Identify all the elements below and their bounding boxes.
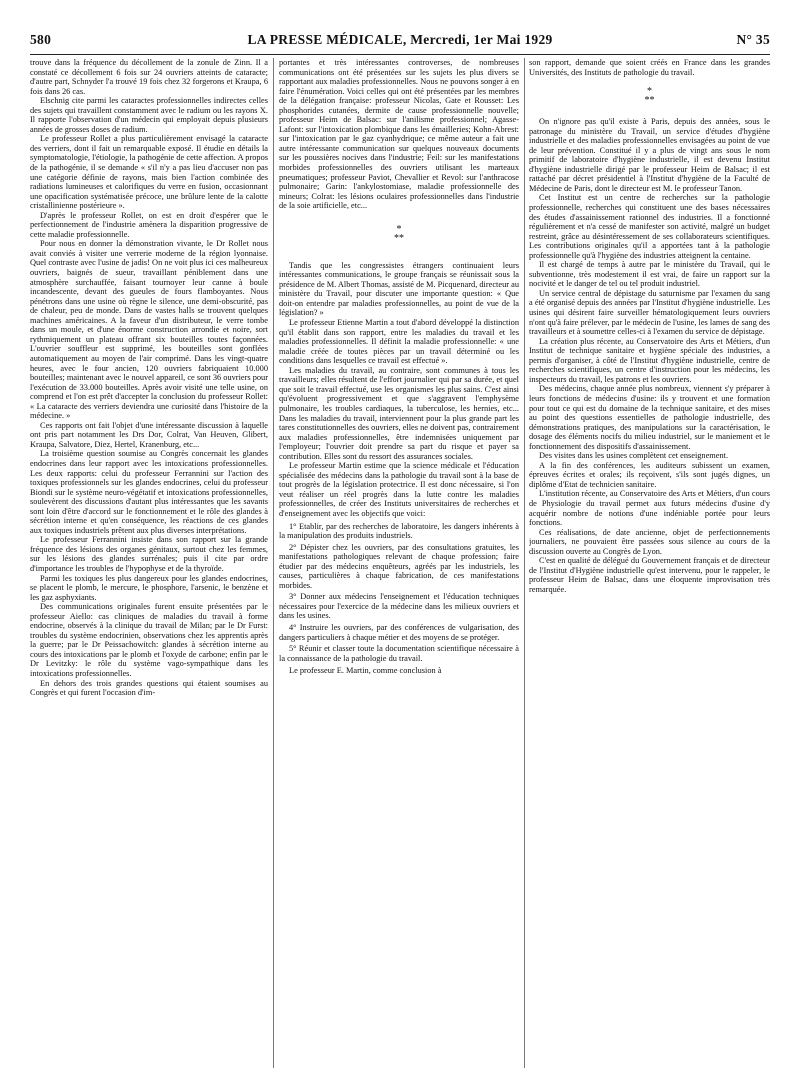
paragraph: Le professeur Rollet a plus particulièrement envisagé la cataracte des verriers, dont il fait un remarquable exposé. Il étudie en détails la symptomatologie, l'étiologie, la pathogénie de cette affection. A propos de la pathogénie, il se demande « s'il n'y a pas lieu d'accuser non pas une catégorie définie de rayons, mais bien l'action combinée des radiations lumineuses et calorifiques du verre en fusion, occasionnant une opacification systématisée précoce, une brûlure lente de la calotte cristallinienne postérieure ». (30, 134, 268, 211)
paragraph: Le professeur E. Martin, comme conclusion à (289, 666, 442, 676)
list-item: 1° Etablir, par des recherches de laboratoire, les dangers inhérents à la manipulation des produits industriels. (279, 521, 519, 541)
paragraph: Un service central de dépistage du saturnisme par l'examen du sang a été organisé depuis des années par l'Institut d'hygiène industrielle. Les usines qui désirent faire surveiller hématologiquement leurs ouvriers n'ont qu'à faire prélever, par le médecin de l'usine, les lames de sang des travailleurs et à soumettre celles-ci à l'examen du service de dépistage. (529, 288, 770, 337)
page-number: 580 (30, 32, 52, 47)
paragraph: C'est en qualité de délégué du Gouvernement français et de directeur de l'Institut d'Hygiène industrielle qu'est intervenu, pour le rappeler, le professeur Heim de Balsac, dans une éloquente improvisation très remarquée. (529, 556, 770, 594)
column-1 (30, 58, 268, 1072)
journal-title: LA PRESSE MÉDICALE, Mercredi, 1er Mai 1929 (247, 32, 553, 47)
paragraph: L'institution récente, au Conservatoire des Arts et Métiers, d'un cours de Physiologie du travail permet aux futurs médecins d'usine d'y acquérir nombre de notions d'une indéniable portée pour leurs fonctions. (529, 489, 770, 528)
column-2 (279, 58, 519, 1072)
paragraph: Pour nous en donner la démonstration vivante, le Dr Rollet nous avait conviés à visiter une verrerie moderne de la région lyonnaise. Quel contraste avec l'usine de jadis! On ne voit plus ici ces malheureux ouvriers, baignés de sueur, travaillant péniblement dans une atmosphère surchauffée, faisant tournoyer leur canne à boule incandescente, devant des gueules de fours flamboyantes. Nous pénétrons dans une usine où règne le silence, une demi-obscurité, pas de chaleur, peu de monde. Dans de vastes halls se trouvent quelques machines américaines. A la faveur d'un distributeur, le verre tombe dans un moule, et d'une énorme construction arrondie et noire, sort rythmiquement un plateau offrant six bouteilles toutes façonnées. L'ouvrier souffleur est supprimé, les bouteilles sont gonflées automatiquement au moyen de l'air comprimé. Dans les vingt-quatre heures, avec le four ancien, 120 ouvriers fabriquaient 10.000 bouteilles; maintenant avec le nouvel appareil, ce sont 36 ouvriers pour l'exécution de 33.000 bouteilles. Après avoir visité une telle usine, on comprend et l'on est prêt d'accepter la conclusion du professeur Rollet: « La cataracte des verriers deviendra une curiosité dans l'histoire de la médecine. » (30, 239, 268, 421)
paragraph: Parmi les toxiques les plus dangereux pour les glandes endocrines, se placent le plomb, le mercure, le phosphore, l'arsenic, le benzène et les gaz asphyxiants. (30, 573, 268, 602)
paragraph: Le professeur Ferrannini insiste dans son rapport sur la grande fréquence des lésions des organes génitaux, surtout chez les femmes, sur les lésions des glandes surrénales; puis il cite par ordre d'importance les troubles de l'hypophyse et de la thyroïde. (30, 535, 268, 573)
paragraph: A la fin des conférences, les auditeurs subissent un examen, épreuves écrites et orales; ils reçoivent, s'ils sont jugés dignes, un diplôme d'Etat de technicien sanitaire. (529, 460, 770, 489)
paragraph: Des visites dans les usines complètent cet enseignement. (539, 451, 729, 461)
paragraph: trouve dans la fréquence du décollement de la zonule de Zinn. Il a constaté ce décollement 6 fois sur 24 ouvriers atteints de cataracte; d'autre part, Schnyder l'a trouvé 19 fois chez 32 forgerons et Kraupa, 6 fois dans 26 cas. (30, 58, 268, 96)
paragraph: D'après le professeur Rollet, on est en droit d'espérer que le perfectionnement de l'industrie amènera la disparition progressive de cette maladie professionnelle. (30, 210, 268, 239)
paragraph: Les maladies du travail, au contraire, sont communes à tous les travailleurs; elles résultent de l'effort journalier qui par sa durée, et quel que soit le travail effectué, use les organismes les plus sains. C'est ainsi qu'évoluent progressivement et que s'aggravent l'emphysème pulmonaire, les troubles cardiaques, la tuberculose, les hernies, etc... Dans les maladies du travail, interviennent pour la plus grande part les tares constitutionnelles des ouvriers, elles ne doivent pas, contrairement aux maladies professionnelles, être indemnisées uniquement par l'employeur; l'ouvrier doit prendre sa part du risque et payer sa contribution. Elles sont du ressort des assurances sociales. (279, 365, 519, 461)
paragraph: Des médecins, chaque année plus nombreux, viennent s'y préparer à leurs fonctions de médecins d'usine: ils y trouvent et une formation pour tout ce qui est du domaine de la technique sanitaire, et des mises au point des questions essentielles de pathologie industrielle, des démonstrations pratiques, des manipulations sur la caractérisation, le dosage des éléments nocifs du milieu industriel, sur le maniement et le fonctionnement des dispositifs d'assainissement. (529, 384, 770, 451)
issue-number: N° 35 (736, 32, 770, 47)
paragraph: Cet Institut est un centre de recherches sur la pathologie professionnelle, recherches qui constituent une des bases nécessaires des études d'assainissement rationnel des industries. Il a fonctionné régulièrement et n'a cessé de manifester son activité, malgré un budget restreint, grâce au désintéressement de ses collaborateurs scientifiques. Les contributions originales qu'il a apportées tant à la pathologie professionnelle qu'à l'hygiène des industries atteignent la centaine. (529, 193, 770, 260)
list-item: 3° Donner aux médecins l'enseignement et l'éducation techniques nécessaires pour l'exercice de la médecine dans les milieux ouvriers et dans les usines. (279, 592, 519, 621)
paragraph: On n'ignore pas qu'il existe à Paris, depuis des années, sous le patronage du ministère du Travail, un service d'études d'hygiène industrielle et des maladies professionnelles envisagées au point de vue de leur prévention. Constitué il y a plus de vingt ans sous le nom primitif de laboratoire d'hygiène industrielle, il est devenu Institut d'hygiène industrielle dirigé par le professeur Heim de Balsac; il est rattaché par décret présidentiel à l'Institut d'hygiène de la Faculté de Médecine de Paris, dont le directeur est M. le professeur Tanon. (529, 117, 770, 193)
paragraph: La troisième question soumise au Congrès concernait les glandes endocrines dans leur rapport avec les intoxications professionnelles. Les deux rapports: celui du professeur Ferrannini sur l'action des toxiques professionnels sur les glandes endocrines, celui du professeur Biondi sur le système neuro-végétatif et intoxications professionnelles, soulevèrent des discussions d'autant plus intéressantes que les savants sont loin d'être d'accord sur le fonctionnement et le rôle des glandes à sécrétion interne et qu'en conséquence, les réactions de ces glandes aux toxiques industriels prêtent aux plus diverses interprétations. (30, 449, 268, 535)
paragraph: Le professeur Etienne Martin a tout d'abord développé la distinction qu'il établit dans son rapport, entre les maladies du travail et les maladies professionnelles. Il définit la maladie professionnelle: « une maladie créée de toutes pièces par un travail déterminé ou les conditions dans lesquelles ce travail est effectué ». (279, 318, 519, 366)
section-separator: * ** (644, 86, 655, 107)
paragraph: Le professeur Martin estime que la science médicale et l'éducation spécialisée des médecins dans la pathologie du travail sont à la base de tout progrès de la législation protectrice. Il est donc nécessaire, si l'on veut réaliser un réel progrès dans la lutte contre les maladies professionnelles, de créer des Instituts universitaires de recherches et d'enseignement avec les objectifs que voici: (279, 461, 519, 518)
column-divider-2 (524, 58, 525, 1068)
paragraph: Ces rapports ont fait l'objet d'une intéressante discussion à laquelle ont pris part notamment les Drs Dor, Colrat, Van Heuven, Glibert, Kraupa, Salvatore, Diez, Hertel, Kranenburg, etc... (30, 420, 268, 449)
paragraph: La création plus récente, au Conservatoire des Arts et Métiers, d'un Institut de technique sanitaire et hygiène spéciale des industries, a permis d'organiser, à côté de l'Institut d'hygiène industrielle, centre de recherches scientifiques, un centre d'instruction pour les médecins, les inspecteurs du travail, les patrons et les ouvriers. (529, 336, 770, 384)
paragraph: Elschnig cite parmi les cataractes professionnelles indirectes celles des sujets qui travaillent constamment avec le radium ou les rayons X. Il rapporte l'observation d'un médecin qui employait depuis plusieurs années de grosses doses de radium. (30, 96, 268, 134)
list-item: 4° Instruire les ouvriers, par des conférences de vulgarisation, des dangers particuliers à chaque métier et des moyens de se protéger. (279, 622, 519, 642)
list-item: 2° Dépister chez les ouvriers, par des consultations gratuites, les manifestations pathologiques relevant de chaque profession; faire étudier par des médecins enquêteurs, agréés par les industriels, les causes, particulières à chaque fabrication, de ces manifestations morbides. (279, 542, 519, 590)
paragraph: son rapport, demande que soient créés en France dans les grandes Universités, des Instituts de pathologie du travail. (529, 58, 770, 77)
paragraph: Ces réalisations, de date ancienne, objet de perfectionnements journaliers, ne pouvaient être passées sous silence au cours de la discussion ouverte au Congrès de Lyon. (529, 527, 770, 556)
header-rule (30, 54, 770, 55)
paragraph: Des communications originales furent ensuite présentées par le professeur Aiello: cas cliniques de maladies du travail à forme endocrine, observés à la clinique du travail de Milan; par le Dr Furst: troubles du système endocrinien, observations chez les apprentis après la guerre; par le Dr Peissachowitch: glandes à sécrétion interne au cours des intoxications par le plomb et l'oxyde de carbone; enfin par le Dr Levitzky: le rôle du système vago-sympathique dans les intoxications professionnelles. (30, 602, 268, 678)
section-separator: * ** (394, 223, 404, 244)
column-divider-1 (273, 58, 274, 1068)
column-3 (529, 58, 770, 1072)
paragraph: Tandis que les congressistes étrangers continuaient leurs intéressantes communications, le groupe français se réunissait sous la présidence de M. Albert Thomas, assisté de M. Picquenard, directeur au ministère du Travail, pour discuter une importante question: « Que doit-on entendre par maladies professionnelles, au point de vue de la législation? » (279, 260, 519, 318)
paragraph: En dehors des trois grandes questions qui étaient soumises au Congrès et qui furent l'occasion d'im- (30, 678, 268, 698)
paragraph: portantes et très intéressantes controverses, de nombreuses communications ont été présentées sur les sujets les plus divers se rapportant aux maladies professionnelles. Nous ne pouvons songer à en faire l'énumération. Voici celles qui ont été présentées par les membres de la délégation française: professeur Nicolas, Gate et Rousset: Les phosphorides cutanées, dermite de cause professionnelle nouvelle; professeur Heim de Balsac: sur l'anilisme professionnel; Agasse-Lafont: sur l'intoxication plombique dans les émailleries; Kohn-Abrest: sur l'intoxication par le gaz cyanhydrique; ce même auteur a fait une autre intéressante communication sur quelques nouveaux documents sur les poussières nocives dans l'industrie; Feil: sur les manifestations morbides professionnelles des ouvriers utilisant les marteaux pneumatiques; professeur Paviot, Chevallier et Revol: sur l'anthracose pulmonaire; Garin: l'ankylostomiase, maladie professionnelle des mineurs; Colrat: les lésions oculaires professionnelles dans l'industrie de la soie artificielle, etc... (279, 58, 519, 211)
list-item: 5° Réunir et classer toute la documentation scientifique nécessaire à la connaissance de la pathologie du travail. (279, 644, 519, 663)
page-header (30, 32, 770, 50)
paragraph: Il est chargé de temps à autre par le ministère du Travail, qui le subventionne, très modestement il est vrai, de faire un rapport sur la nocivité et le danger de tel ou tel produit industriel. (529, 260, 770, 289)
